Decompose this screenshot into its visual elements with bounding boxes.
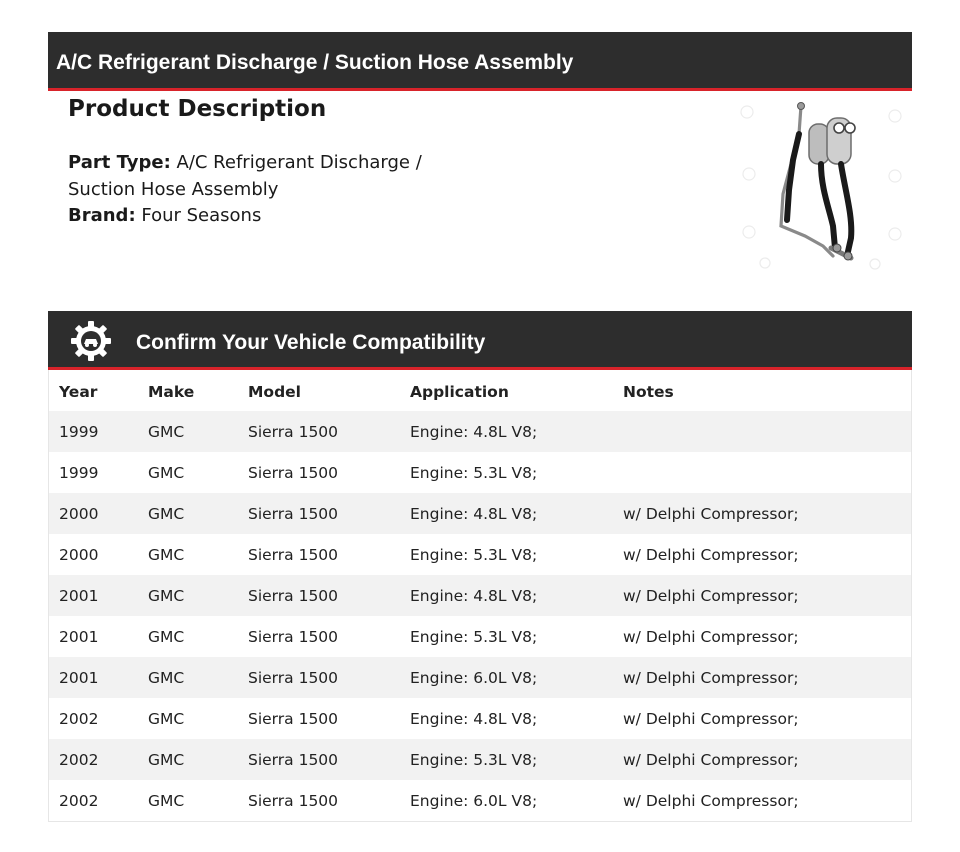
brand-value: Four Seasons xyxy=(141,205,262,226)
cell-notes: w/ Delphi Compressor; xyxy=(623,710,799,728)
table-row xyxy=(49,657,911,698)
cell-model: Sierra 1500 xyxy=(248,423,339,441)
part-type-label: Part Type: xyxy=(68,152,171,173)
cell-make: GMC xyxy=(148,710,185,728)
table-body xyxy=(49,411,911,821)
cell-notes: w/ Delphi Compressor; xyxy=(623,546,799,564)
table-row xyxy=(49,698,911,739)
table-row xyxy=(49,493,911,534)
cell-make: GMC xyxy=(148,587,185,605)
table-row xyxy=(49,616,911,657)
title-bar xyxy=(48,32,912,91)
cell-model: Sierra 1500 xyxy=(248,464,339,482)
table-header-row xyxy=(49,370,911,411)
cell-notes: w/ Delphi Compressor; xyxy=(623,628,799,646)
brand-label: Brand: xyxy=(68,205,136,226)
cell-year: 2001 xyxy=(59,669,99,687)
cell-application: Engine: 5.3L V8; xyxy=(410,464,538,482)
cell-model: Sierra 1500 xyxy=(248,710,339,728)
cell-make: GMC xyxy=(148,464,185,482)
cell-year: 2002 xyxy=(59,792,99,810)
compatibility-bar xyxy=(48,311,912,370)
cell-application: Engine: 4.8L V8; xyxy=(410,505,538,523)
column-header-notes: Notes xyxy=(623,383,674,401)
compatibility-table xyxy=(48,370,912,822)
cell-model: Sierra 1500 xyxy=(248,628,339,646)
cell-application: Engine: 5.3L V8; xyxy=(410,546,538,564)
brand-line xyxy=(68,205,261,226)
cell-make: GMC xyxy=(148,505,185,523)
cell-application: Engine: 5.3L V8; xyxy=(410,628,538,646)
part-type-value-continued: Suction Hose Assembly xyxy=(68,179,279,200)
cell-make: GMC xyxy=(148,423,185,441)
cell-application: Engine: 5.3L V8; xyxy=(410,751,538,769)
gear-car-icon xyxy=(70,320,112,362)
cell-model: Sierra 1500 xyxy=(248,792,339,810)
cell-make: GMC xyxy=(148,546,185,564)
column-header-application: Application xyxy=(410,383,509,401)
cell-make: GMC xyxy=(148,751,185,769)
cell-year: 2001 xyxy=(59,628,99,646)
cell-make: GMC xyxy=(148,669,185,687)
cell-model: Sierra 1500 xyxy=(248,587,339,605)
table-row xyxy=(49,452,911,493)
cell-model: Sierra 1500 xyxy=(248,751,339,769)
table-row xyxy=(49,534,911,575)
cell-year: 2002 xyxy=(59,710,99,728)
cell-make: GMC xyxy=(148,792,185,810)
column-header-year: Year xyxy=(59,383,98,401)
cell-application: Engine: 4.8L V8; xyxy=(410,710,538,728)
cell-application: Engine: 6.0L V8; xyxy=(410,792,538,810)
cell-make: GMC xyxy=(148,628,185,646)
cell-notes: w/ Delphi Compressor; xyxy=(623,792,799,810)
column-header-make: Make xyxy=(148,383,195,401)
hose-assembly-image xyxy=(735,98,910,278)
product-description-heading: Product Description xyxy=(68,96,327,122)
table-row xyxy=(49,780,911,821)
cell-year: 2000 xyxy=(59,505,99,523)
table-row xyxy=(49,575,911,616)
cell-notes: w/ Delphi Compressor; xyxy=(623,587,799,605)
compatibility-title: Confirm Your Vehicle Compatibility xyxy=(136,331,486,354)
page-title: A/C Refrigerant Discharge / Suction Hose Assembly xyxy=(56,51,574,74)
cell-model: Sierra 1500 xyxy=(248,669,339,687)
cell-year: 2001 xyxy=(59,587,99,605)
cell-model: Sierra 1500 xyxy=(248,505,339,523)
cell-notes: w/ Delphi Compressor; xyxy=(623,751,799,769)
cell-year: 1999 xyxy=(59,464,99,482)
cell-application: Engine: 6.0L V8; xyxy=(410,669,538,687)
cell-year: 2000 xyxy=(59,546,99,564)
cell-year: 1999 xyxy=(59,423,99,441)
table-row xyxy=(49,411,911,452)
cell-notes: w/ Delphi Compressor; xyxy=(623,669,799,687)
cell-application: Engine: 4.8L V8; xyxy=(410,423,538,441)
column-header-model: Model xyxy=(248,383,301,401)
cell-year: 2002 xyxy=(59,751,99,769)
cell-notes: w/ Delphi Compressor; xyxy=(623,505,799,523)
table-row xyxy=(49,739,911,780)
cell-application: Engine: 4.8L V8; xyxy=(410,587,538,605)
part-type-line xyxy=(68,152,422,173)
part-type-value: A/C Refrigerant Discharge / xyxy=(176,152,422,173)
cell-model: Sierra 1500 xyxy=(248,546,339,564)
